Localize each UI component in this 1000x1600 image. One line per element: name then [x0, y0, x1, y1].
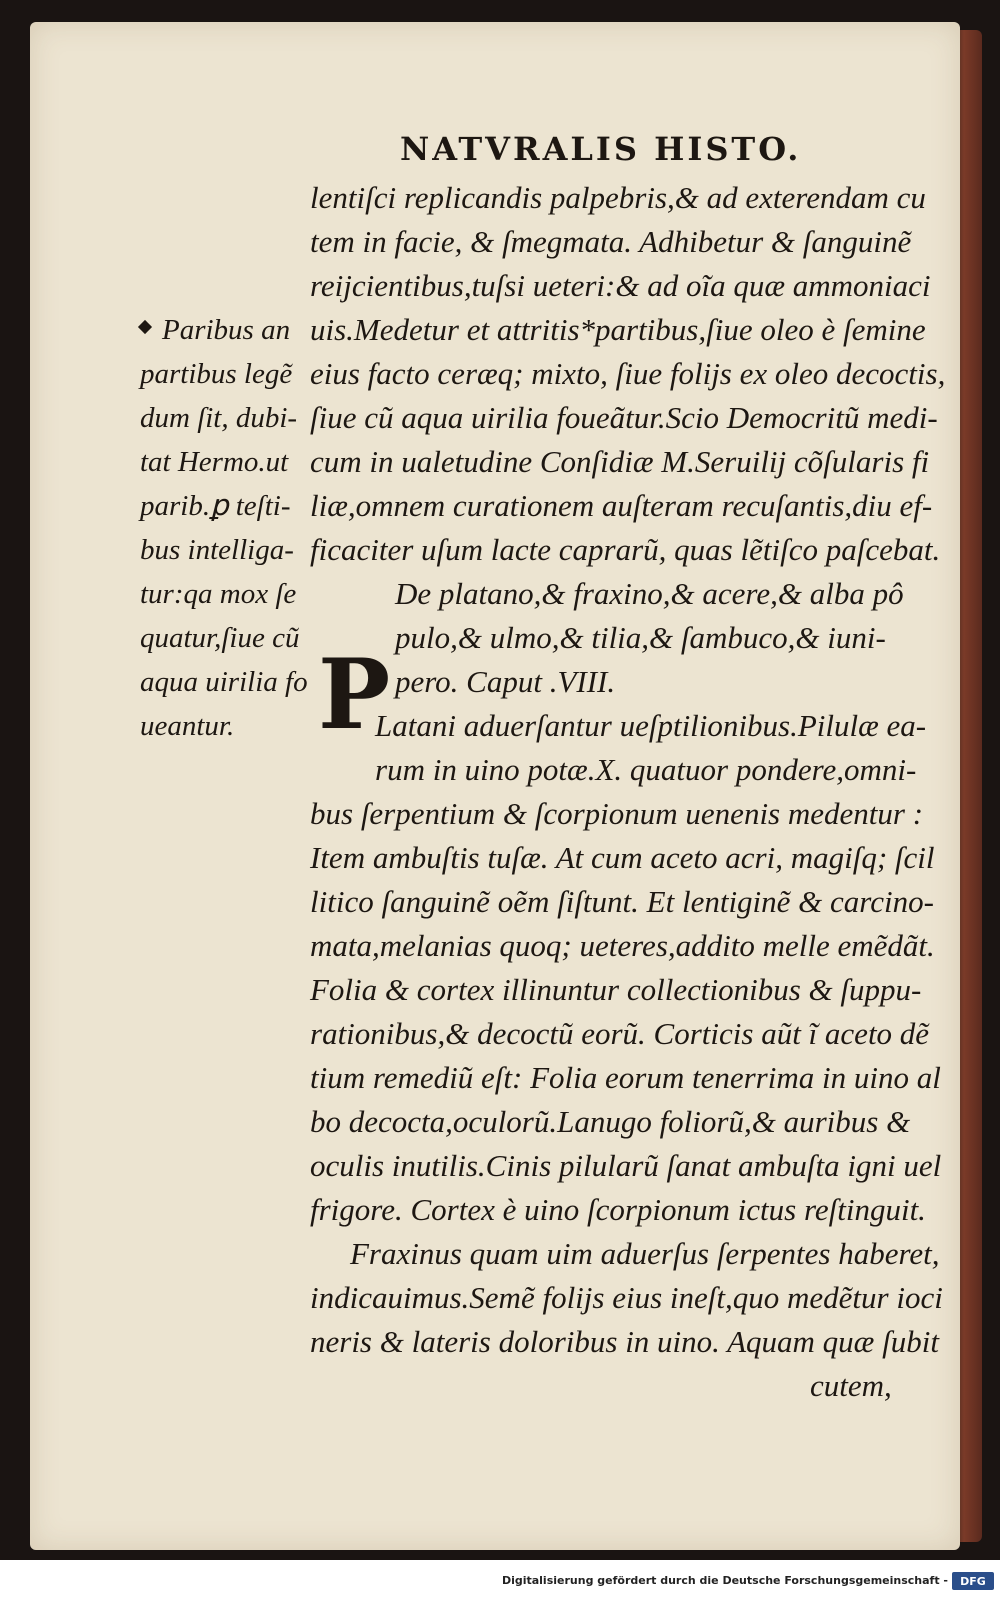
- text-line: mata,melanias quoq; ueteres,addito melle emẽdãt.: [310, 928, 935, 963]
- initial-letter: P: [318, 638, 391, 751]
- marginal-note-line: aqua uirilia fo: [140, 666, 308, 698]
- text-line: cum in ualetudine Conſidiæ M.Seruilij cõſularis fi: [310, 444, 930, 479]
- marginal-note-line: tat Hermo.ut: [140, 446, 289, 478]
- text-line: ſiue cũ aqua uirilia foueãtur.Scio Democritũ medi-: [310, 400, 938, 435]
- text-line: lentiſci replicandis palpebris,& ad exterendam cu: [310, 180, 926, 215]
- text-line: tem in facie, & ſmegmata. Adhibetur & ſanguinẽ: [310, 224, 912, 259]
- text-line: bus ſerpentium & ſcorpionum uenenis medentur :: [310, 796, 924, 831]
- marginal-note-line: partibus legẽ: [140, 358, 293, 390]
- text-line: liæ,omnem curationem auſteram recuſantis,diu ef-: [310, 488, 933, 523]
- text-line: oculis inutilis.Cinis pilularũ ſanat ambuſta igni uel: [310, 1148, 942, 1183]
- running-head: NATVRALIS HISTO.: [400, 130, 802, 168]
- text-line: bo decocta,oculorũ.Lanugo foliorũ,& auribus &: [310, 1104, 911, 1139]
- marginal-note-line: quatur,ſiue cũ: [140, 622, 300, 654]
- text-line: rationibus,& decoctũ eorũ. Corticis aũt ĩ aceto dẽ: [310, 1016, 930, 1051]
- text-line: tium remediũ eſt: Folia eorum tenerrima in uino al: [310, 1060, 941, 1095]
- text-line: ficaciter uſum lacte caprarũ, quas lẽtiſco paſcebat.: [310, 532, 941, 567]
- digitization-footer: [0, 1566, 1000, 1600]
- text-line: frigore. Cortex è uino ſcorpionum ictus reſtinguit.: [310, 1192, 926, 1227]
- text-line: indicauimus.Semẽ folijs eius ineſt,quo medẽtur ioci: [310, 1280, 943, 1315]
- chapter-heading-line: pulo,& ulmo,& tilia,& ſambuco,& iuni-: [395, 620, 886, 655]
- chapter-heading-line: De platano,& fraxino,& acere,& alba pô: [395, 576, 904, 611]
- text-line: Fraxinus quam uim aduerſus ſerpentes haberet,: [350, 1236, 940, 1271]
- text-line: Item ambuſtis tuſæ. At cum aceto acri, magiſq; ſcil: [310, 840, 935, 875]
- text-line: neris & lateris doloribus in uino. Aquam quæ ſubit: [310, 1324, 939, 1359]
- marginal-note-line: ueantur.: [140, 710, 235, 742]
- marginal-note-line: tur:qa mox ſe: [140, 578, 297, 610]
- text-line: eius facto ceræq; mixto, ſiue folijs ex oleo decoctis,: [310, 356, 946, 391]
- text-line: Folia & cortex illinuntur collectionibus & ſuppu-: [310, 972, 922, 1007]
- text-line: rum in uino potæ.X. quatuor pondere,omni-: [375, 752, 917, 787]
- chapter-heading-line: pero. Caput .VIII.: [395, 664, 616, 699]
- marginal-note-line: bus intelliga-: [140, 534, 294, 566]
- text-line: reijcientibus,tuſsi ueteri:& ad oĩa quæ ammoniaci: [310, 268, 931, 303]
- dfg-logo: DFG: [952, 1572, 994, 1590]
- footer-credit: Digitalisierung gefördert durch die Deutsche Forschungsgemeinschaft -: [501, 1574, 948, 1587]
- text-line: uis.Medetur et attritis*partibus,ſiue oleo è ſemine: [310, 312, 926, 347]
- text-line: Latani aduerſantur ueſptilionibus.Pilulæ ea-: [375, 708, 927, 743]
- marginal-note-line: parib.ꝑ teſti-: [140, 490, 291, 522]
- marginal-note-line: Paribus an: [162, 314, 291, 346]
- catchword: cutem,: [810, 1368, 892, 1403]
- text-line: litico ſanguinẽ oẽm ſiſtunt. Et lentiginẽ & carcino-: [310, 884, 934, 919]
- marginal-note-line: dum ſit, dubi-: [140, 402, 298, 434]
